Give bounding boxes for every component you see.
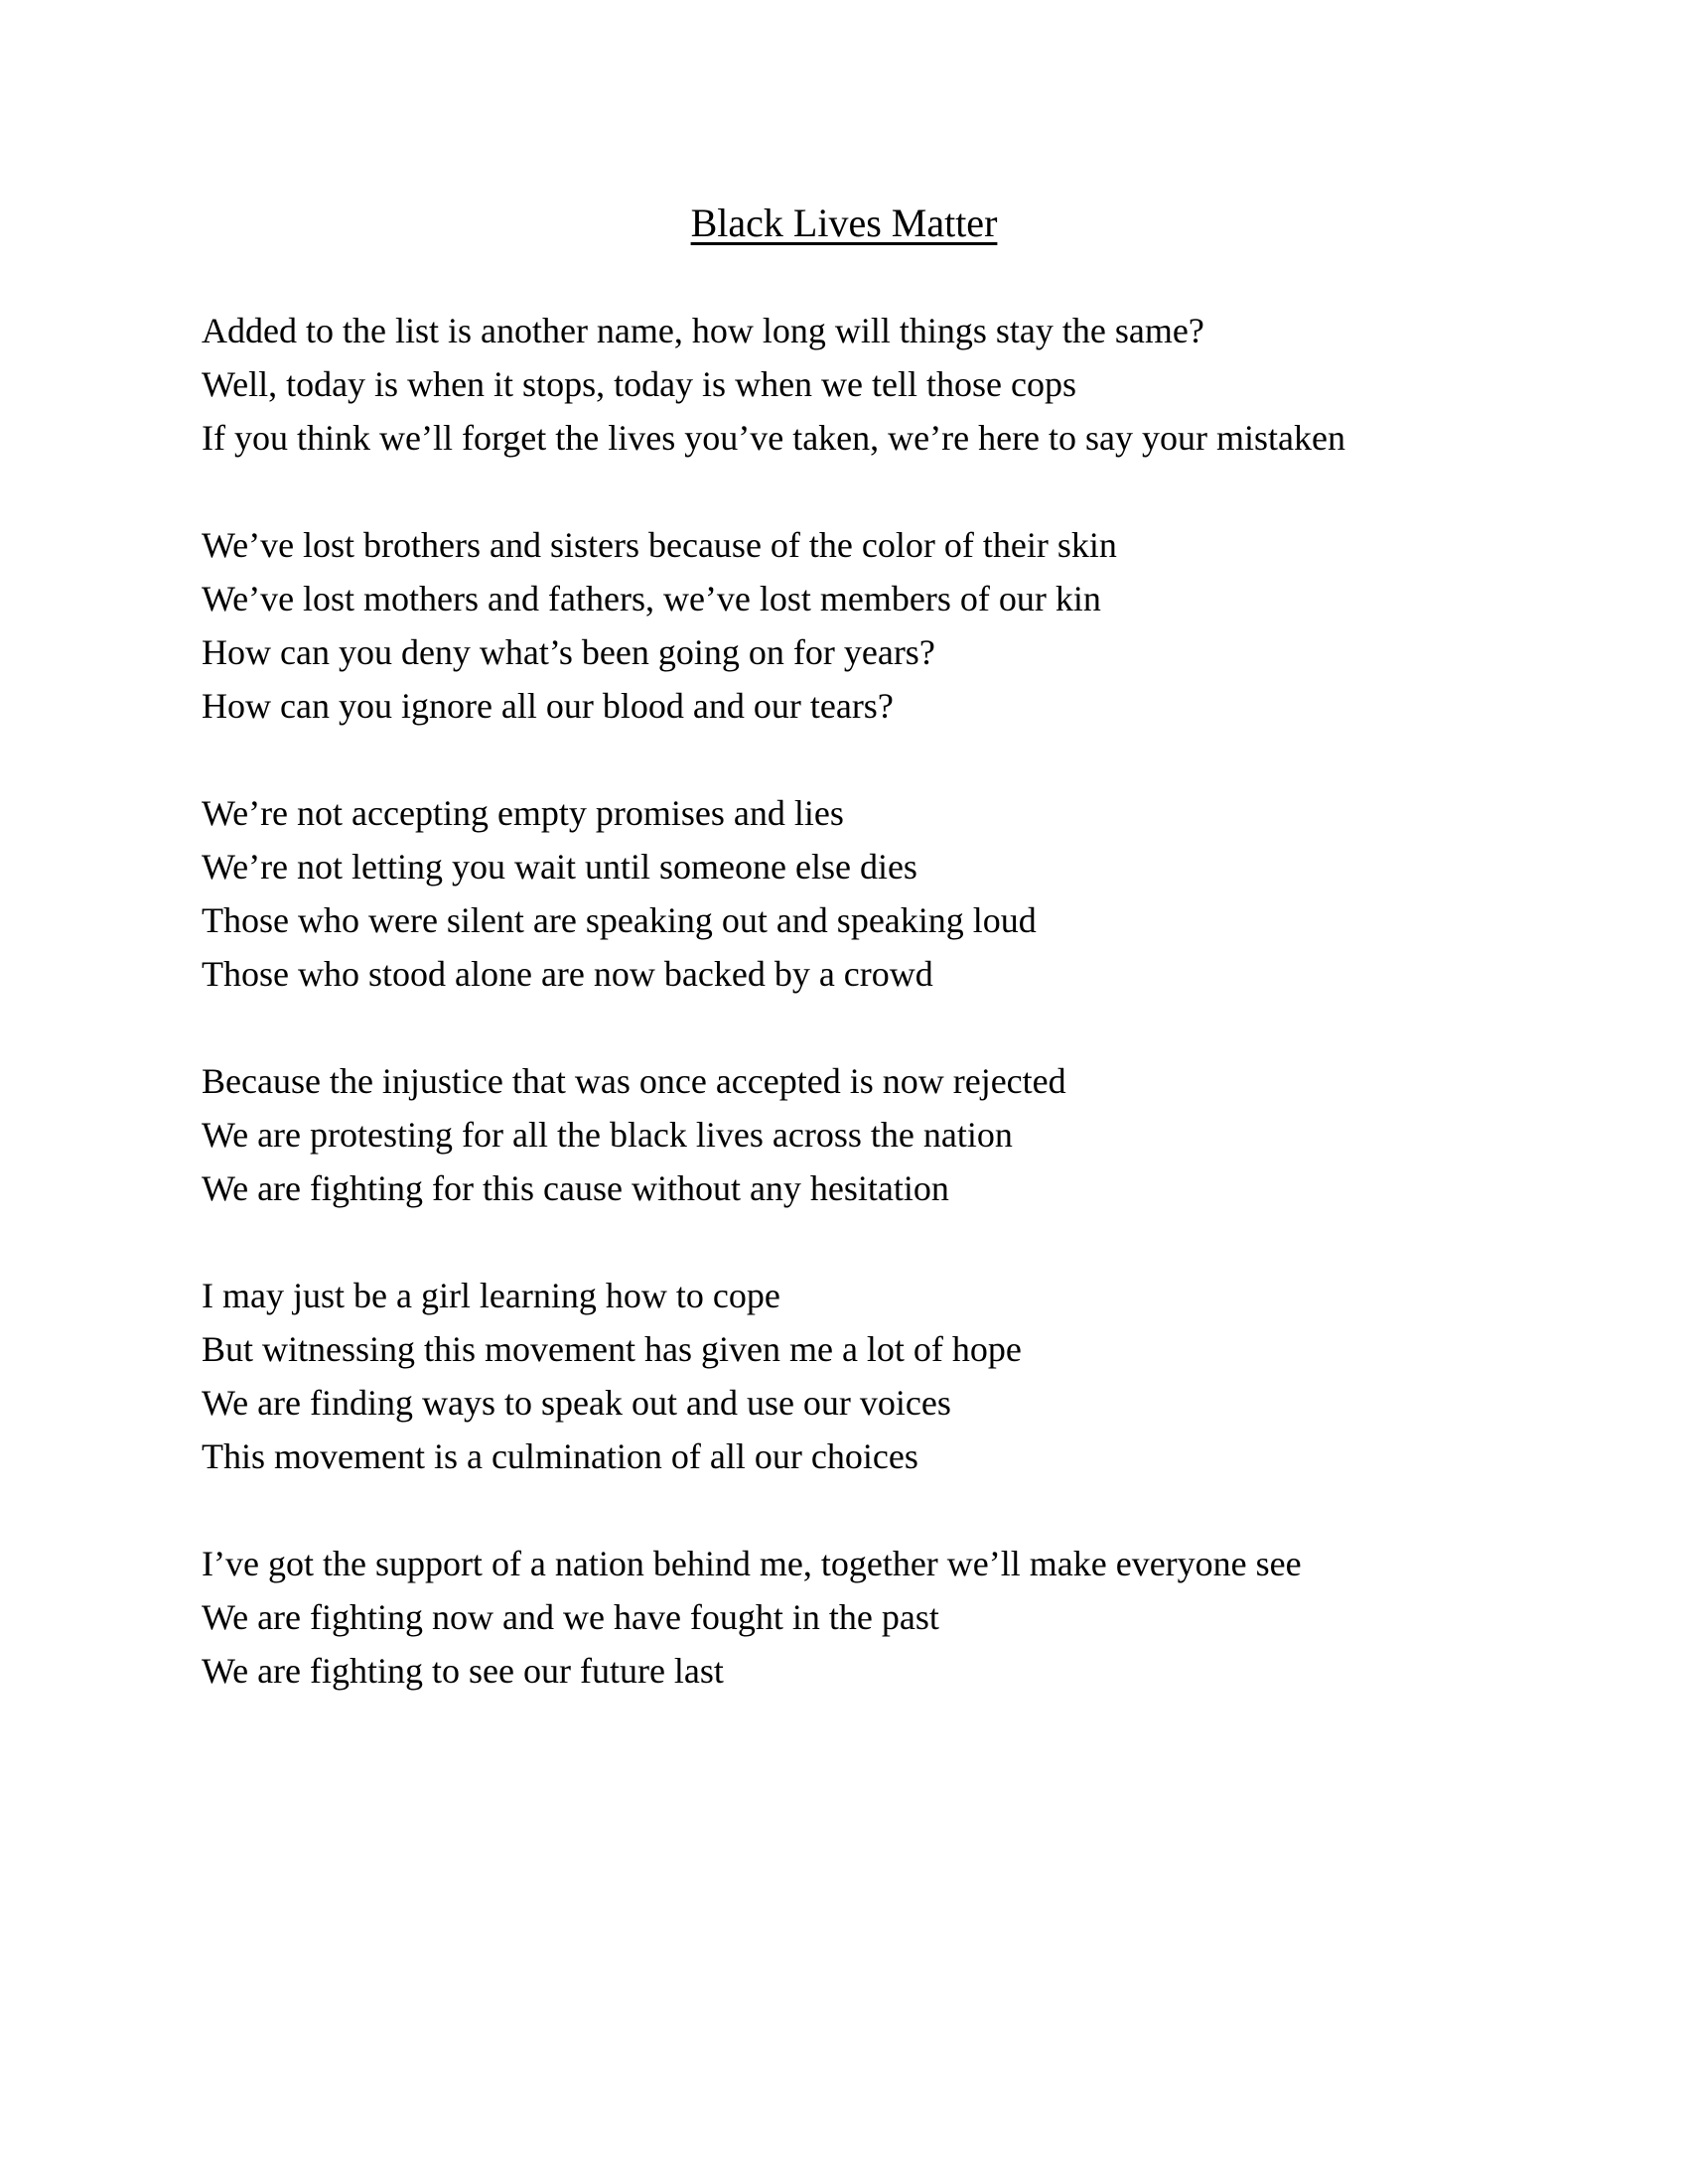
poem-line: We are protesting for all the black lives across the nation [202,1115,1013,1155]
stanza-2 [202,518,1688,733]
stanza-4 [202,1054,1688,1215]
document-title: Black Lives Matter [690,201,998,245]
poem-line: Those who were silent are speaking out and speaking loud [202,900,1037,940]
poem-line: Those who stood alone are now backed by a crowd [202,954,933,994]
poem-line: I may just be a girl learning how to cope [202,1276,780,1315]
stanza-1 [202,304,1688,465]
stanza-3 [202,786,1688,1001]
poem-line: Because the injustice that was once accepted is now rejected [202,1061,1066,1101]
poem-line: Added to the list is another name, how long will things stay the same? [202,311,1204,350]
poem-line: We are fighting now and we have fought in the past [202,1597,939,1637]
stanza-6 [202,1537,1688,1698]
poem-line: We’ve lost brothers and sisters because of the color of their skin [202,525,1117,565]
stanza-5 [202,1269,1688,1483]
poem-line: If you think we’ll forget the lives you’ve taken, we’re here to say your mistaken [202,418,1345,458]
poem-line: We’re not letting you wait until someone else dies [202,847,917,887]
poem-line: How can you deny what’s been going on for years? [202,632,935,672]
poem-line: How can you ignore all our blood and our tears? [202,686,894,726]
poem-line: We are fighting for this cause without any hesitation [202,1168,949,1208]
poem-line: Well, today is when it stops, today is when we tell those cops [202,364,1076,404]
poem-line: We’ve lost mothers and fathers, we’ve lost members of our kin [202,579,1101,618]
poem-line: But witnessing this movement has given me a lot of hope [202,1329,1022,1369]
poem-line: This movement is a culmination of all our choices [202,1436,918,1476]
poem-line: We are finding ways to speak out and use our voices [202,1383,951,1423]
poem-line: We are fighting to see our future last [202,1651,724,1691]
poem-line: We’re not accepting empty promises and lies [202,793,844,833]
poem-line: I’ve got the support of a nation behind me, together we’ll make everyone see [202,1544,1302,1583]
